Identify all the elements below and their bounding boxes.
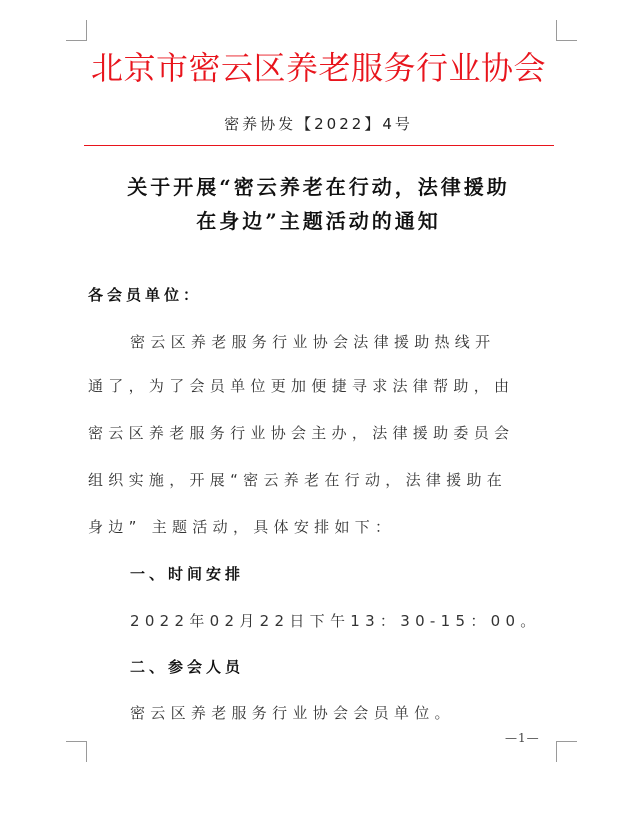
- margin-mark-bottom-left: [66, 741, 87, 762]
- margin-mark-top-right: [556, 20, 577, 41]
- margin-mark-bottom-right: [556, 741, 577, 762]
- red-divider-line: [84, 145, 554, 146]
- notice-title: [70, 170, 567, 238]
- participants-text: 密云区养老服务行业协会会员单位。: [130, 704, 455, 722]
- paragraph-line: 通了，为了会员单位更加便捷寻求法律帮助，由: [88, 377, 515, 395]
- notice-title-line-2: 在身边”主题活动的通知: [196, 209, 441, 233]
- section-heading-schedule: 一、时间安排: [130, 565, 245, 583]
- section-heading-participants: 二、参会人员: [130, 658, 245, 676]
- paragraph-line: 密云区养老服务行业协会法律援助热线开: [130, 333, 496, 351]
- schedule-text: 2022年02月22日下午13：30-15：00。: [130, 612, 541, 630]
- salutation: 各会员单位：: [88, 286, 203, 304]
- organization-title: 北京市密云区养老服务行业协会: [90, 49, 546, 87]
- paragraph-line: 密云区养老服务行业协会主办，法律援助委员会: [88, 424, 515, 442]
- margin-mark-top-left: [66, 20, 87, 41]
- notice-title-line-1: 关于开展“密云养老在行动，法律援助: [127, 175, 510, 199]
- document-number: 密养协发【2022】4号: [224, 115, 413, 133]
- page-number: —1—: [505, 731, 540, 745]
- paragraph-line: 组织实施，开展“密云养老在行动，法律援助在: [88, 471, 508, 489]
- paragraph-line: 身边” 主题活动，具体安排如下：: [88, 518, 396, 536]
